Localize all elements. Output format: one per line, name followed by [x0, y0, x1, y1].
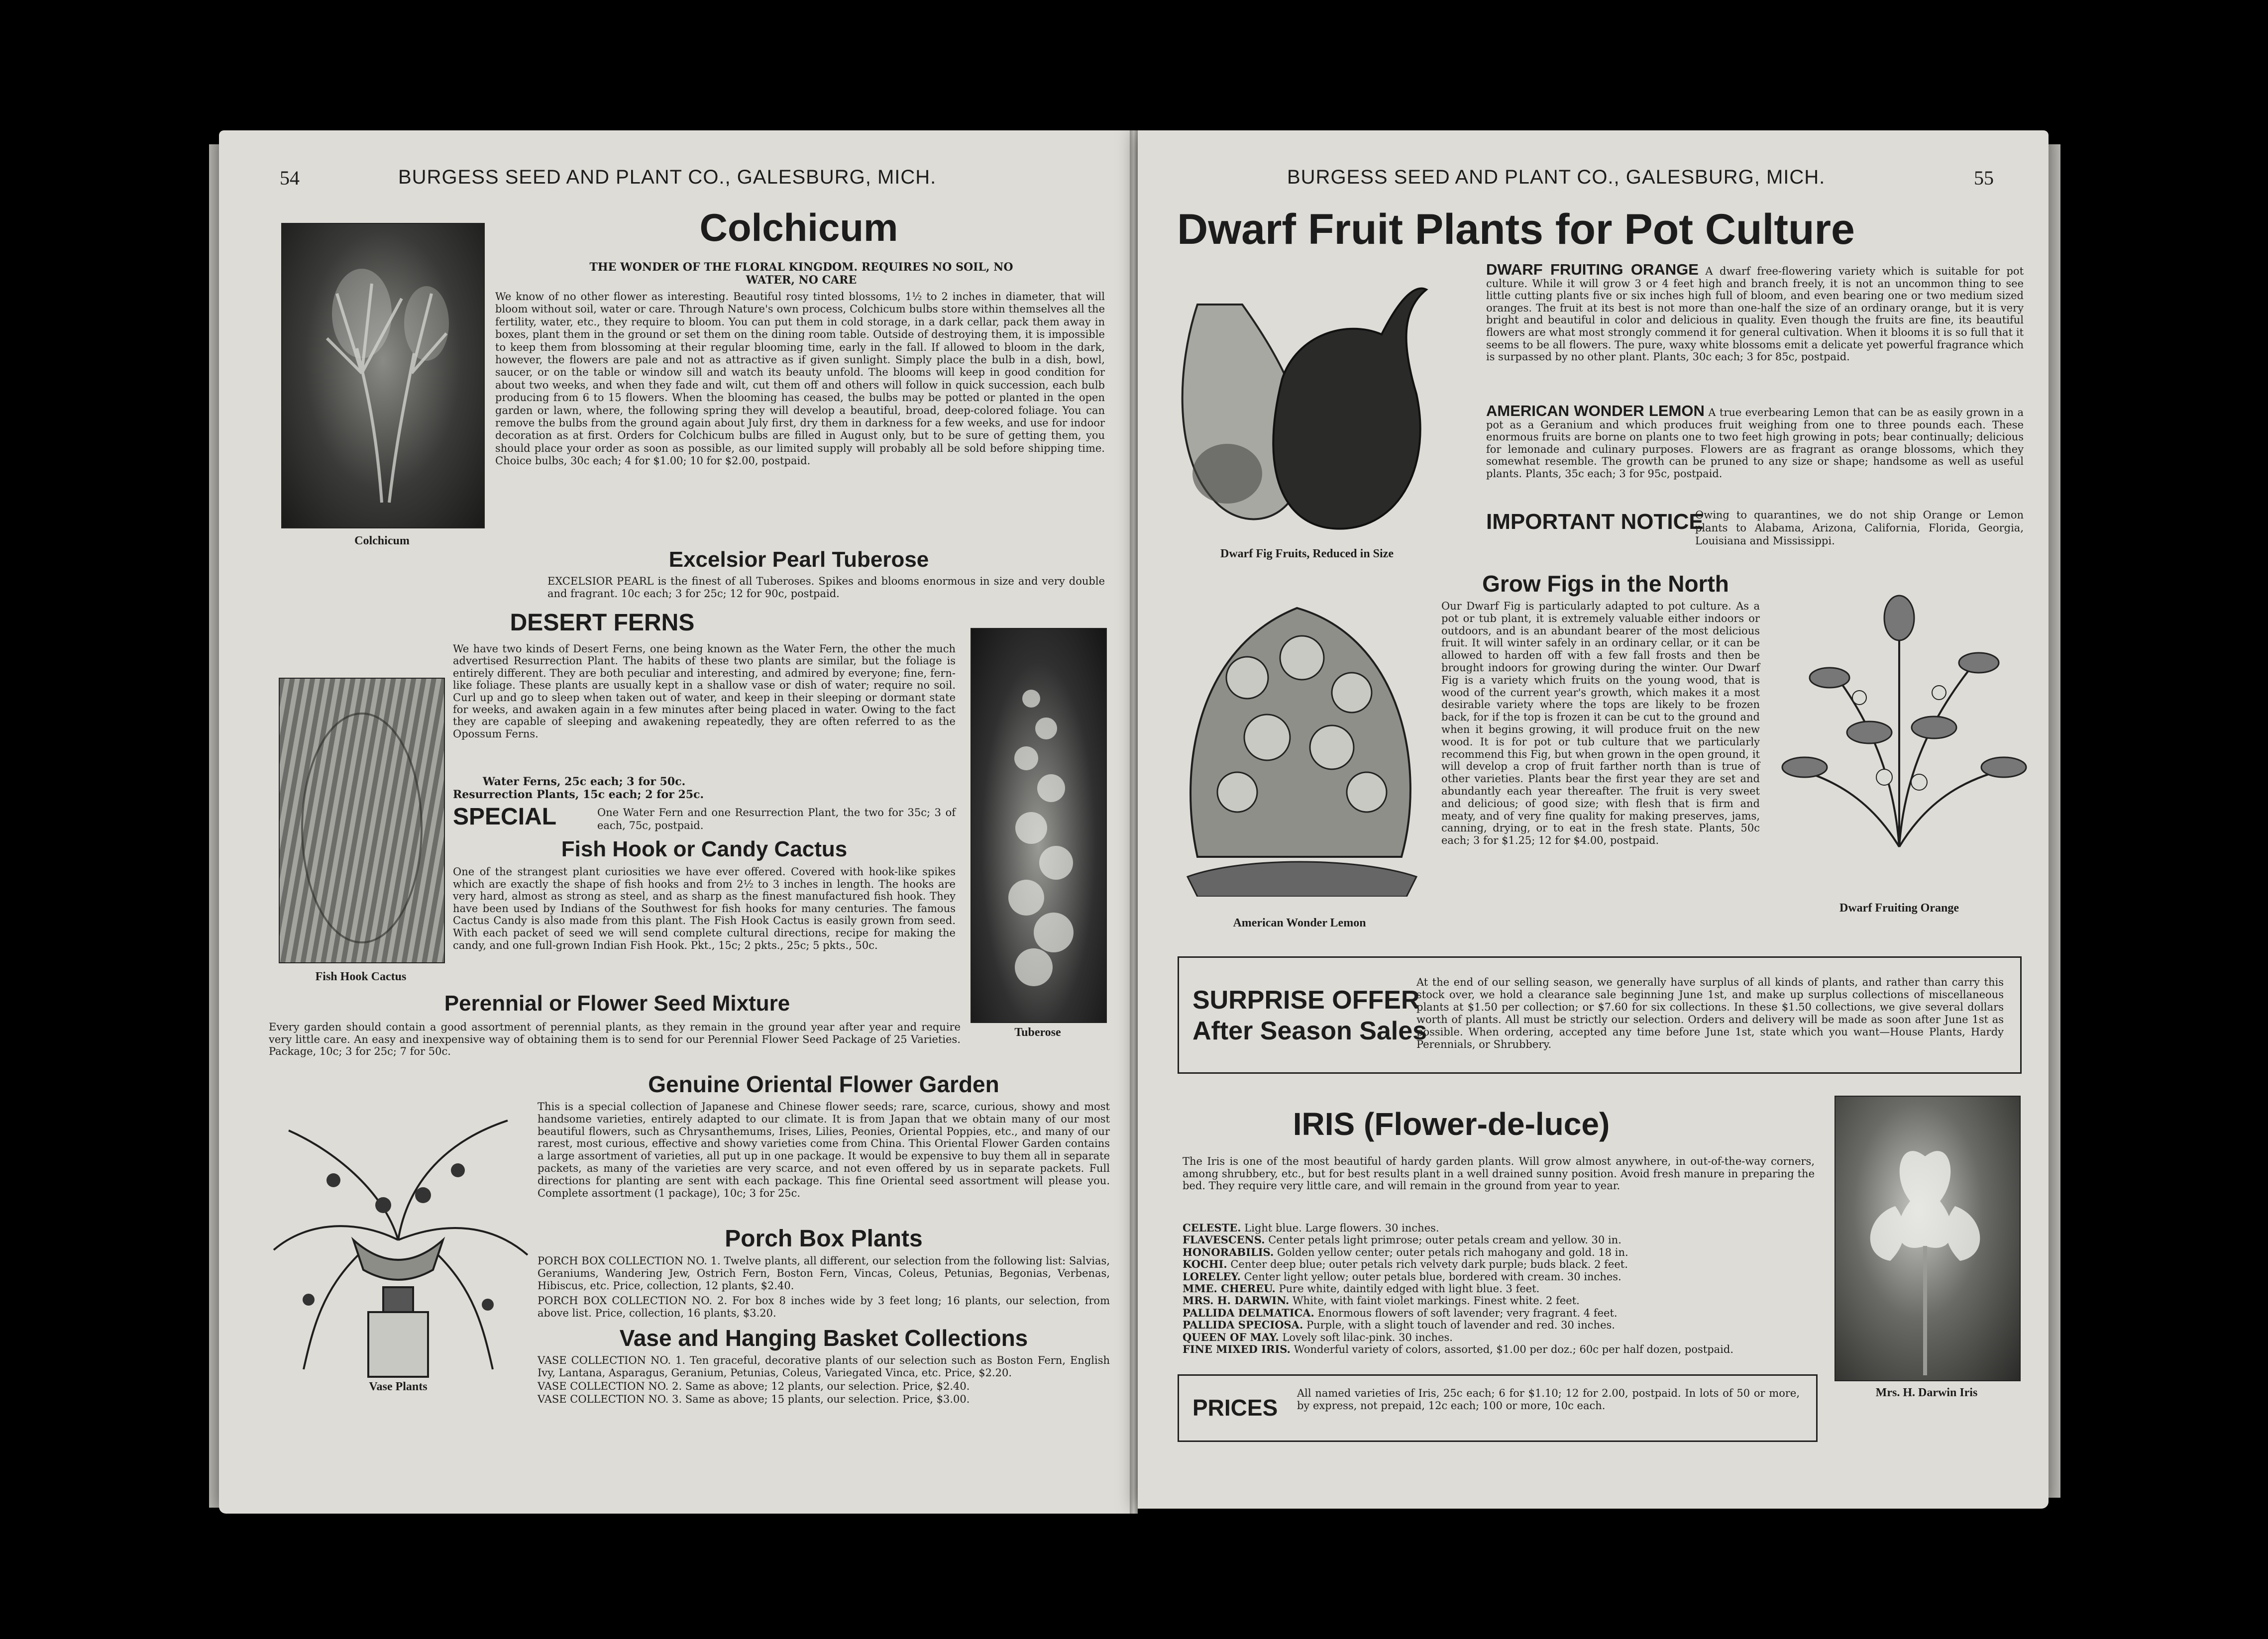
- resurrection-price: Resurrection Plants, 15c each; 2 for 25c.: [453, 788, 704, 801]
- dwarf-fig-caption: Dwarf Fig Fruits, Reduced in Size: [1220, 547, 1394, 560]
- iris-intro: The Iris is one of the most beautiful of hardy garden plants. Will grow almost anywhere, in out-of-the-way corners, among shrubbery, etc., but for best results plant in a well drained sunny position. Avoid fresh manure in preparing the bed. They require very little care, and will remain in the ground from year to year.: [1183, 1155, 1815, 1192]
- prices-label: PRICES: [1192, 1395, 1278, 1421]
- after-season-title: After Season Sales: [1192, 1017, 1427, 1045]
- special-label: SPECIAL: [453, 804, 557, 830]
- vase-plants-caption: Vase Plants: [369, 1380, 428, 1393]
- dwarf-fig-illustration: [1168, 265, 1446, 543]
- iris-variety-row: KOCHI. Center deep blue; outer petals rich velvety dark purple; buds black. 2 feet.: [1183, 1258, 1628, 1271]
- cactus-title: Fish Hook or Candy Cactus: [561, 837, 848, 861]
- iris-variety-row: PALLIDA SPECIOSA. Purple, with a slight touch of lavender and red. 30 inches.: [1183, 1319, 1615, 1332]
- prices-text: All named varieties of Iris, 25c each; 6 for $1.10; 12 for 2.00, postpaid. In lots of 50 or more, by express, not prepaid, 12c each; 100 or more, 10c each.: [1297, 1387, 1800, 1412]
- colchicum-flower-icon: [282, 224, 484, 527]
- page-number-left: 54: [280, 167, 300, 189]
- fish-hook-cactus-caption: Fish Hook Cactus: [315, 970, 407, 983]
- desert-ferns-title: DESERT FERNS: [510, 610, 695, 636]
- cactus-body: One of the strangest plant curiosities we have ever offered. Covered with hook-like spikes which are exactly the shape of fish hooks and from 2½ to 3 inches in length. The hooks are very hard, almost as strong as steel, and as sharp as the finest manufactured fish hook. They have been used by Indians of the Southwest for fish hooks for many centuries. The famous Cactus Candy is also made from this plant. The Fish Hook Cactus is easily grown from seed. With each packet of seed we will send complete cultural directions, recipe for making the candy, and one full-grown Indian Fish Hook. Pkt., 15c; 2 pkts., 25c; 5 pkts., 50c.: [453, 866, 956, 951]
- lemon-caption: American Wonder Lemon: [1233, 917, 1366, 929]
- colchicum-subtitle: THE WONDER OF THE FLORAL KINGDOM. REQUIRES NO SOIL, NO WATER, NO CARE: [589, 261, 1013, 287]
- porch-body-2: PORCH BOX COLLECTION NO. 2. For box 8 inches wide by 3 feet long; 16 plants, our selection, from above list. Price, collection, 16 plants, $3.20.: [538, 1295, 1110, 1319]
- orange-caption: Dwarf Fruiting Orange: [1839, 902, 1959, 915]
- orange-title: DWARF FRUITING ORANGE: [1486, 261, 1699, 278]
- colchicum-body: We know of no other flower as interesting. Beautiful rosy tinted blossoms, 1½ to 2 inches in diameter, that will bloom without soil, water or care. Through Nature's own process, Colchicum bulbs store within themselves all the fertility, water, etc., they require to bloom. You can put them in cold storage, in a dark cellar, pack them away in boxes, plant them in the ground or set them on the dining room table. Outside of destroying them, it is impossible to keep them from blossoming at their regular blooming time, early in the fall. If allowed to bloom in the dark, however, the flowers are pale and not as attractive as if given sunlight. Simply place the bulb in a dish, bowl, saucer, or on the table or window sill and watch its beauty unfold. The blooms will keep in good condition for about two weeks, and when they fade and wilt, cut them off and others will follow in quick succession, each bulb producing from 6 to 15 flowers. When the blooming has ceased, the bulbs may be potted or planted in the open garden or lawn, where, the following spring they will develop a beautiful, broad, deep-colored foliage. You can remove the bulbs from the ground again about July first, dry them in darkness for a few weeks, and use for indoor decoration as at first. Orders for Colchicum bulbs are filled in August only, but to be sure of getting them, you should place your order as soon as possible, as our limited supply will probably all be sold before shipping time. Choice bulbs, 30c each; 4 for $1.00; 10 for $2.00, postpaid.: [495, 291, 1105, 467]
- iris-title: IRIS (Flower-de-luce): [1293, 1106, 1610, 1142]
- special-text: One Water Fern and one Resurrection Plant, the two for 35c; 3 of each, 75c, postpaid.: [597, 807, 956, 831]
- iris-variety-row: PALLIDA DELMATICA. Enormous flowers of soft lavender; very fragrant. 4 feet.: [1183, 1306, 1618, 1319]
- tuberose-title: Excelsior Pearl Tuberose: [668, 547, 929, 572]
- fish-hook-cactus-photo: [279, 678, 445, 963]
- colchicum-title: Colchicum: [699, 205, 898, 249]
- cactus-icon: [280, 679, 444, 962]
- surprise-offer-title: SURPRISE OFFER: [1192, 986, 1420, 1015]
- page-header-right: BURGESS SEED AND PLANT CO., GALESBURG, MICH.: [1287, 166, 1826, 188]
- lemon-illustration: [1168, 578, 1431, 897]
- desert-ferns-body: We have two kinds of Desert Ferns, one being known as the Water Fern, the other the much advertised Resurrection Plant. The habits of these two plants are similar, but the foliage is entirely different. They are both peculiar and interesting, and admired by everyone; fine, fern-like foliage. These plants are usually kept in a shallow vase or dish of water; require no soil. Curl up and go to sleep when taken out of water, and keep in their sleeping or dormant state for weeks, and awaken again in a few minutes after being placed in water. Owing to the fact they are capable of sleeping and awakening repeatedly, they are often referred to as the Opossum Ferns.: [453, 643, 956, 740]
- tuberose-flower-icon: [972, 629, 1106, 1022]
- page-number-right: 55: [1974, 167, 1994, 189]
- iris-variety-row: MME. CHEREU. Pure white, daintily edged with light blue. 3 feet.: [1183, 1282, 1540, 1295]
- right-page: [1138, 130, 2049, 1509]
- perennial-body: Every garden should contain a good assortment of perennial plants, as they remain in the ground year after year and require very little care. An easy and inexpensive way of obtaining them is to send for our Perennial Flower Seed Package of 25 Varieties. Package, 10c; 3 for 25c; 7 for 50c.: [269, 1021, 961, 1058]
- left-page: [219, 130, 1130, 1514]
- orange-section: [1486, 261, 2024, 363]
- lemon-body: A true everbearing Lemon that can be as easily grown in a pot as a Geranium and which produces fruit weighing from one to three pounds each. These enormous fruits are borne on plants one to two feet high growing in pots; bear continually; delicious for lemonade and culinary purposes. Flowers are as fragrant as orange blossoms, which they somewhat resemble. The growth can be pruned to any size or shape; handsome as well as useful plants. Plants, 35c each; 3 for 95c, postpaid.: [1486, 407, 2024, 480]
- tuberose-caption: Tuberose: [1014, 1026, 1061, 1039]
- tuberose-photo: [971, 628, 1107, 1023]
- vase-icon: [259, 1091, 538, 1379]
- vase-title: Vase and Hanging Basket Collections: [619, 1325, 1028, 1351]
- vase-plants-illustration: [259, 1091, 538, 1379]
- iris-variety-row: CELESTE. Light blue. Large flowers. 30 inches.: [1183, 1222, 1439, 1234]
- orange-tree-icon: [1770, 568, 2029, 887]
- oriental-body: This is a special collection of Japanese and Chinese flower seeds; rare, scarce, curious, showy and most handsome varieties, entirely adapted to our climate. It is from Japan that we obtain many of our most beautiful flowers, such as Chrysanthemums, Irises, Lilies, Peonies, Oriental Poppies, etc., and many of our rarest, most curious, effective and showy varieties come from China. This Oriental Flower Garden contains a large assortment of varieties, all put up in one package. It would be expensive to buy them all in separate packets, as many of the varieties are very scarce, and not even offered by us in separate packets. Full directions for planting are sent with each package. This fine Oriental seed assortment will please you. Complete assortment (1 package), 10c; 3 for 25c.: [538, 1101, 1110, 1199]
- important-notice-body: Owing to quarantines, we do not ship Orange or Lemon plants to Alabama, Arizona, California, Florida, Georgia, Louisiana and Mississippi.: [1695, 509, 2024, 547]
- lemon-section: [1486, 402, 2024, 480]
- iris-variety-row: QUEEN OF MAY. Lovely soft lilac-pink. 30 inches.: [1183, 1331, 1453, 1343]
- important-notice-title: IMPORTANT NOTICE: [1486, 510, 1704, 534]
- grow-figs-title: Grow Figs in the North: [1482, 571, 1729, 597]
- vase-body-3: VASE COLLECTION NO. 3. Same as above; 15 plants, our selection. Price, $3.00.: [538, 1393, 970, 1405]
- colchicum-caption: Colchicum: [354, 534, 410, 547]
- lemon-title: AMERICAN WONDER LEMON: [1486, 402, 1705, 419]
- orange-body: A dwarf free-flowering variety which is suitable for pot culture. While it will grow 3 or 4 feet high and branch freely, it is not an uncommon thing to see little cutting plants five or six inches high full of bloom, and even bearing one or two medium sized oranges. The fruit at its best is not more than one-half the size of an ordinary orange, but it is very bright and beautiful in color and delicious in quality. Even though the fruits are fine, its beautiful flowers are what most strongly commend it for general cultivation. When it blooms it is so full that it seems to be all flowers. The pure, waxy white blossoms emit a delicate yet powerful fragrance which is surpassed by no other plant. Plants, 30c each; 3 for 85c, postpaid.: [1486, 265, 2024, 363]
- orange-illustration: [1770, 568, 2029, 887]
- porch-body-1: PORCH BOX COLLECTION NO. 1. Twelve plants, all different, our selection from the following list: Salvias, Geraniums, Wandering Jew, Ostrich Fern, Boston Fern, Vincas, Coleus, Petunias, Begonias, Verbenas, Hibiscus, etc. Price, collection, 12 plants, $2.40.: [538, 1255, 1110, 1292]
- grow-figs-body: Our Dwarf Fig is particularly adapted to pot culture. As a pot or tub plant, it is extremely valuable either indoors or outdoors, and is an abundant bearer of the most delicious fruit. It will winter safely in an ordinary cellar, or it can be allowed to harden off with a few fall frosts and then be brought indoors for growing during the winter. Our Dwarf Fig is a variety which fruits on the young wood, that is wood of the current year's growth, which makes it a most desirable variety where the tops are likely to be frozen back, for if the top is frozen it can be cut to the ground and when it begins growing, it will produce fruit on the new wood. It is for pot or tub culture that we particularly recommend this Fig, but when grown in the open ground, it will develop a crop of fruit farther north than is true of other varieties. Plants bear the first year they are set and abundantly each year thereafter. The fruit is very sweet and delicious; of good size; with flesh that is firm and meaty, and of very fine quality for making preserves, jams, canning, drying, or to eat in the fresh state. Plants, 50c each; 3 for $1.25; 12 for $4.00, postpaid.: [1441, 600, 1760, 847]
- iris-varieties-list: [1183, 1222, 1815, 1355]
- tuberose-body: EXCELSIOR PEARL is the finest of all Tuberoses. Spikes and blooms enormous in size and very double and fragrant. 10c each; 3 for 25c; 12 for 90c, postpaid.: [547, 575, 1105, 600]
- colchicum-photo: [281, 223, 485, 528]
- vase-body-1: VASE COLLECTION NO. 1. Ten graceful, decorative plants of our selection such as Boston Fern, English Ivy, Lantana, Asparagus, Geranium, Petunias, Coleus, Variegated Vinca, etc. Price, $2.20.: [538, 1354, 1110, 1379]
- fig-icon: [1168, 265, 1446, 543]
- lemon-tree-icon: [1168, 578, 1431, 897]
- iris-variety-row: MRS. H. DARWIN. White, with faint violet markings. Finest white. 2 feet.: [1183, 1294, 1580, 1307]
- iris-caption: Mrs. H. Darwin Iris: [1875, 1386, 1978, 1399]
- iris-photo: [1835, 1096, 2021, 1381]
- page-header-left: BURGESS SEED AND PLANT CO., GALESBURG, MICH.: [398, 166, 937, 188]
- oriental-title: Genuine Oriental Flower Garden: [648, 1071, 999, 1097]
- dwarf-fruit-title: Dwarf Fruit Plants for Pot Culture: [1177, 205, 1855, 253]
- iris-variety-row: FLAVESCENS. Center petals light primrose; outer petals cream and yellow. 30 in.: [1183, 1233, 1621, 1246]
- porch-title: Porch Box Plants: [725, 1226, 923, 1252]
- iris-variety-row: FINE MIXED IRIS. Wonderful variety of colors, assorted, $1.00 per doz.; 60c per half dozen, postpaid.: [1183, 1343, 1734, 1356]
- iris-variety-row: LORELEY. Center light yellow; outer petals blue, bordered with cream. 30 inches.: [1183, 1270, 1621, 1283]
- water-ferns-price: Water Ferns, 25c each; 3 for 50c.: [483, 775, 686, 788]
- iris-flower-icon: [1836, 1097, 2020, 1380]
- vase-body-2: VASE COLLECTION NO. 2. Same as above; 12 plants, our selection. Price, $2.40.: [538, 1380, 970, 1392]
- perennial-title: Perennial or Flower Seed Mixture: [444, 991, 790, 1016]
- surprise-offer-body: At the end of our selling season, we generally have surplus of all kinds of plants, and rather than carry this stock over, we hold a clearance sale beginning June 1st, and make up surplus collections of miscellaneous plants at $1.50 per collection; or $7.60 for six collections. In these $1.50 collections, we give several dollars worth of plants. All must be strictly our selection. Orders and delivery will be made as soon after June 1st as possible. When ordering, accepted any time before June 1st, state which you want—House Plants, Hardy Perennials, or Shrubbery.: [1416, 976, 2004, 1050]
- iris-variety-row: HONORABILIS. Golden yellow center; outer petals rich mahogany and gold. 18 in.: [1183, 1245, 1628, 1258]
- book-spine: [1130, 130, 1138, 1514]
